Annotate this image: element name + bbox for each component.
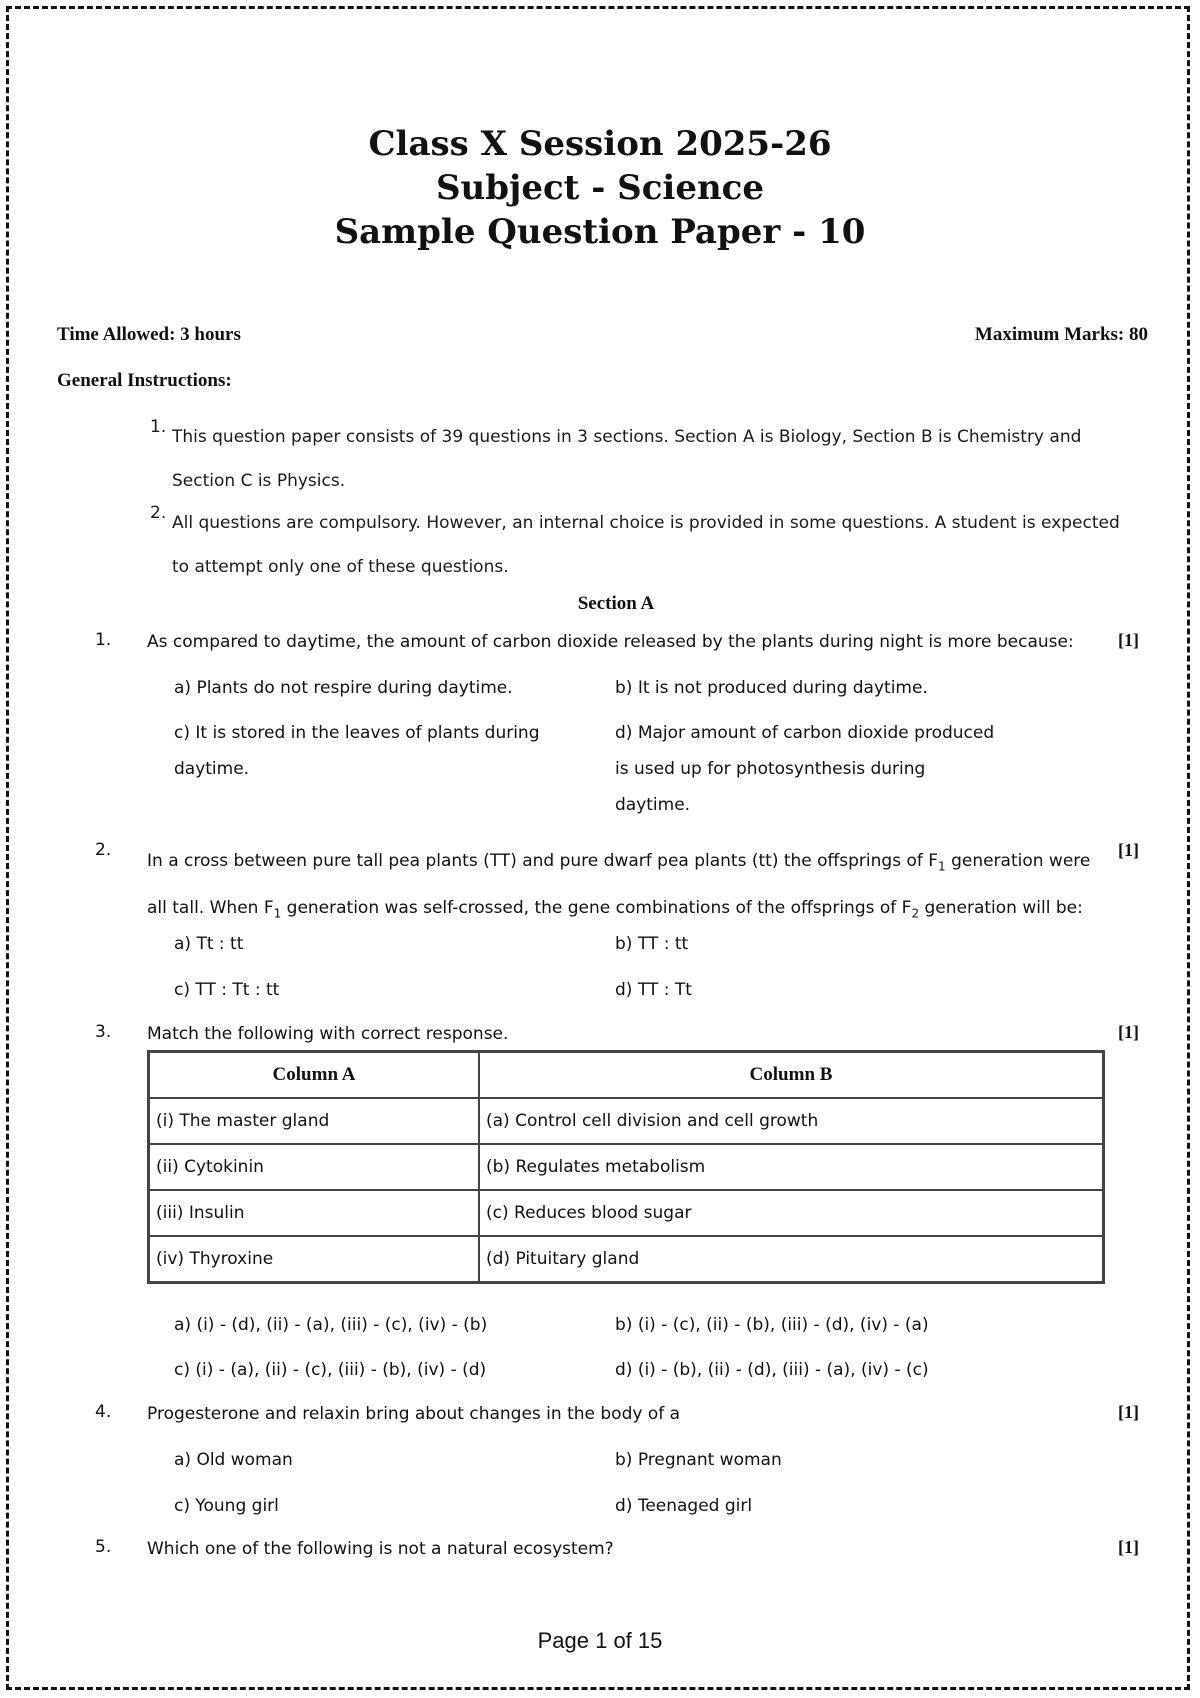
table-cell: (a) Control cell division and cell growth xyxy=(479,1098,1104,1144)
table-header-column-b: Column B xyxy=(479,1052,1104,1099)
question-1-option-d: d) Major amount of carbon dioxide produced is used up for photosynthesis during daytime. xyxy=(615,723,995,815)
paper-title-class: Class X Session 2025-26 xyxy=(368,124,832,164)
question-3-option-a: a) (i) - (d), (ii) - (a), (iii) - (c), (iv) - (b) xyxy=(174,1315,488,1335)
table-row xyxy=(149,1144,1104,1190)
table-row xyxy=(149,1098,1104,1144)
table-cell: (b) Regulates metabolism xyxy=(479,1144,1104,1190)
question-2-option-b: b) TT : tt xyxy=(615,934,689,954)
question-3-marks: [1] xyxy=(1118,1022,1139,1042)
table-header-row xyxy=(149,1052,1104,1099)
question-4-option-c: c) Young girl xyxy=(174,1496,279,1516)
maximum-marks: Maximum Marks: 80 xyxy=(974,324,1148,345)
table-cell: (iv) Thyroxine xyxy=(149,1236,480,1283)
question-1-marks: [1] xyxy=(1118,630,1139,650)
question-1-text: As compared to daytime, the amount of carbon dioxide released by the plants during night is more because: xyxy=(147,632,1074,652)
instruction-1-num: 1. xyxy=(150,417,167,437)
instruction-2-text: All questions are compulsory. However, an internal choice is provided in some questions. A student is expected to attempt only one of these questions. xyxy=(172,513,1120,577)
question-2-option-c: c) TT : Tt : tt xyxy=(174,980,280,1000)
question-3-number: 3. xyxy=(95,1022,112,1042)
question-1-option-b: b) It is not produced during daytime. xyxy=(615,678,928,698)
question-1-number: 1. xyxy=(95,630,112,650)
table-cell: (c) Reduces blood sugar xyxy=(479,1190,1104,1236)
question-3-option-c: c) (i) - (a), (ii) - (c), (iii) - (b), (iv) - (d) xyxy=(174,1360,487,1380)
question-2-number: 2. xyxy=(95,840,112,860)
table-row xyxy=(149,1190,1104,1236)
question-3-text: Match the following with correct response. xyxy=(147,1024,509,1044)
question-5-number: 5. xyxy=(95,1537,112,1557)
instruction-2-num: 2. xyxy=(150,503,167,523)
page-footer: Page 1 of 15 xyxy=(537,1628,663,1653)
table-cell: (d) Pituitary gland xyxy=(479,1236,1104,1283)
question-4-option-b: b) Pregnant woman xyxy=(615,1450,782,1470)
paper-title-sample: Sample Question Paper - 10 xyxy=(334,212,866,252)
question-4-text: Progesterone and relaxin bring about changes in the body of a xyxy=(147,1404,681,1424)
section-title: Section A xyxy=(577,593,655,614)
question-1-option-c: c) It is stored in the leaves of plants during daytime. xyxy=(174,723,540,779)
question-2-text: In a cross between pure tall pea plants (TT) and pure dwarf pea plants (tt) the offsprings of $F_1$ generation were all tall. When $F_1$ generation was self-crossed, the gene combinations of the offsprings of $F_2$ generation will be: xyxy=(147,851,1091,921)
question-4-option-d: d) Teenaged girl xyxy=(615,1496,753,1516)
question-4-option-a: a) Old woman xyxy=(174,1450,293,1470)
instruction-1-text: This question paper consists of 39 questions in 3 sections. Section A is Biology, Section B is Chemistry and Section C is Physics. xyxy=(172,427,1082,491)
question-2-option-a: a) Tt : tt xyxy=(174,934,244,954)
question-3-option-b: b) (i) - (c), (ii) - (b), (iii) - (d), (iv) - (a) xyxy=(615,1315,929,1335)
question-3-option-d: d) (i) - (b), (ii) - (d), (iii) - (a), (iv) - (c) xyxy=(615,1360,929,1380)
paper-title-subject: Subject - Science xyxy=(435,168,765,208)
question-1-option-a: a) Plants do not respire during daytime. xyxy=(174,678,513,698)
question-4-marks: [1] xyxy=(1118,1402,1139,1422)
question-5-marks: [1] xyxy=(1118,1537,1139,1557)
question-2-option-d: d) TT : Tt xyxy=(615,980,692,1000)
match-table xyxy=(147,1050,1105,1284)
instructions-heading: General Instructions: xyxy=(57,370,232,391)
table-row xyxy=(149,1236,1104,1283)
table-cell: (i) The master gland xyxy=(149,1098,480,1144)
table-header-column-a: Column A xyxy=(149,1052,480,1099)
question-4-number: 4. xyxy=(95,1402,112,1422)
question-5-text: Which one of the following is not a natural ecosystem? xyxy=(147,1539,614,1559)
table-cell: (iii) Insulin xyxy=(149,1190,480,1236)
table-cell: (ii) Cytokinin xyxy=(149,1144,480,1190)
question-2-marks: [1] xyxy=(1118,840,1139,860)
time-allowed: Time Allowed: 3 hours xyxy=(57,324,241,345)
